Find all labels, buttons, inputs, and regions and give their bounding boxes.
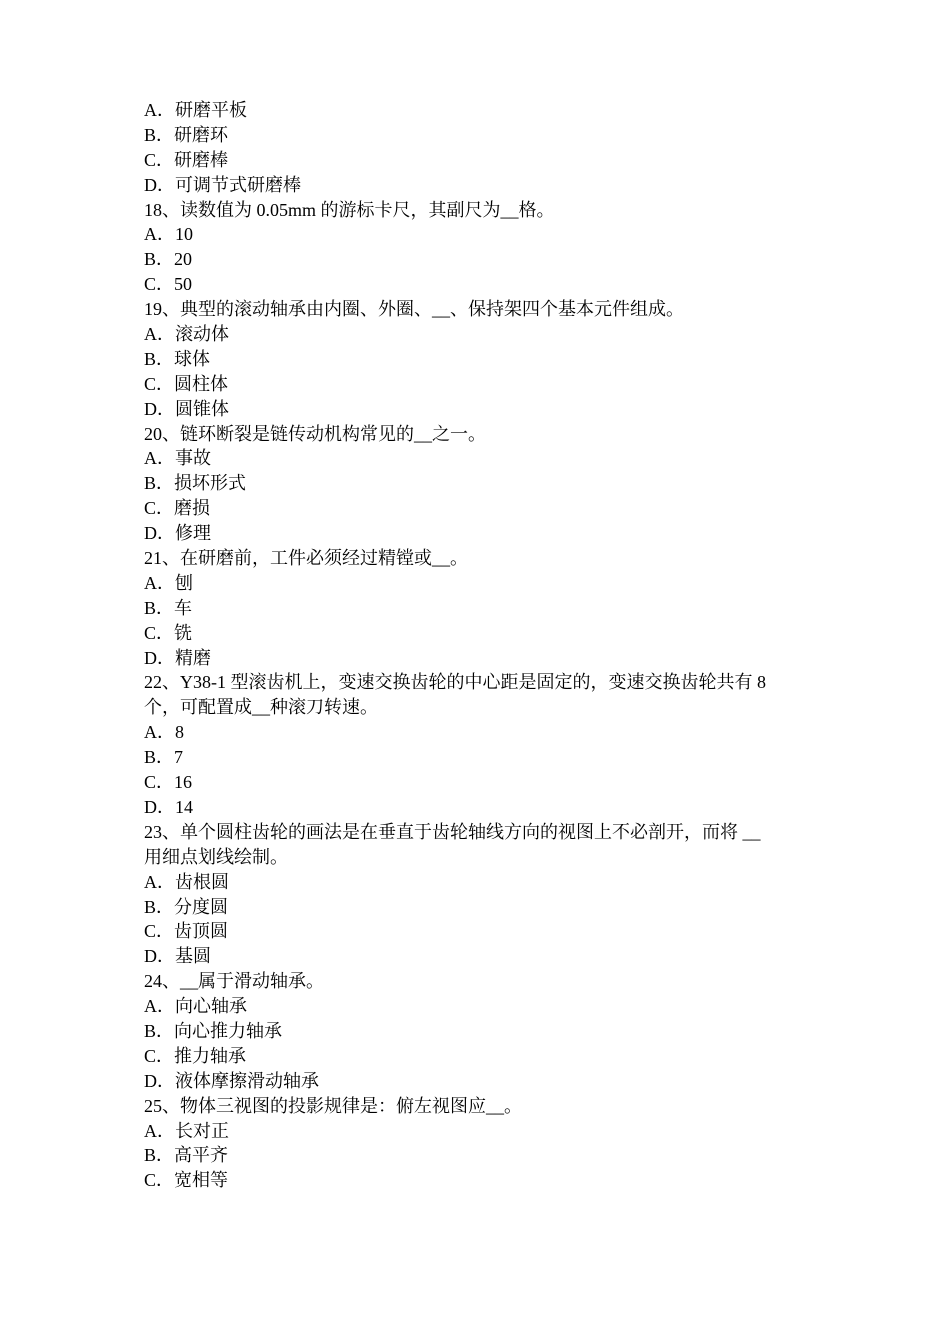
option-line: A．8 xyxy=(144,722,184,743)
option-line: C．宽相等 xyxy=(144,1170,229,1191)
option-line: C．16 xyxy=(144,772,193,793)
document-page xyxy=(144,98,814,1193)
option-line: A．刨 xyxy=(144,572,193,593)
option-line: B．7 xyxy=(144,747,184,768)
option-line: A．10 xyxy=(144,224,193,245)
question-18: 18、读数值为 0.05mm 的游标卡尺，其副尺为__格。 xyxy=(144,199,555,220)
option-line: B．20 xyxy=(144,249,193,270)
question-24: 24、__属于滑动轴承。 xyxy=(144,971,324,992)
option-line: A．向心轴承 xyxy=(144,996,247,1017)
option-line: B．研磨环 xyxy=(144,124,229,145)
option-line: A．事故 xyxy=(144,448,211,469)
question-23-continued: 用细点划线绘制。 xyxy=(144,846,288,867)
option-line: D．圆锥体 xyxy=(144,398,229,419)
question-22-continued: 个，可配置成__种滚刀转速。 xyxy=(144,697,378,718)
option-line: C．圆柱体 xyxy=(144,373,229,394)
option-line: C．齿顶圆 xyxy=(144,921,229,942)
question-23: 23、单个圆柱齿轮的画法是在垂直于齿轮轴线方向的视图上不必剖开，而将 __ xyxy=(144,821,761,842)
option-line: C．推力轴承 xyxy=(144,1045,247,1066)
option-line: A．研磨平板 xyxy=(144,100,247,120)
option-line: B．车 xyxy=(144,597,193,618)
option-line: D．精磨 xyxy=(144,647,211,668)
option-line: D．液体摩擦滑动轴承 xyxy=(144,1070,319,1091)
option-line: B．高平齐 xyxy=(144,1145,229,1166)
option-line: B．向心推力轴承 xyxy=(144,1020,283,1041)
option-line: A．滚动体 xyxy=(144,324,229,345)
option-line: C．铣 xyxy=(144,622,193,643)
option-line: D．可调节式研磨棒 xyxy=(144,174,301,195)
question-22: 22、Y38-1 型滚齿机上，变速交换齿轮的中心距是固定的，变速交换齿轮共有 8 xyxy=(144,672,766,693)
question-21: 21、在研磨前，工件必须经过精镗或__。 xyxy=(144,548,468,569)
question-20: 20、链环断裂是链传动机构常见的__之一。 xyxy=(144,423,486,444)
option-line: B．分度圆 xyxy=(144,896,229,917)
option-line: B．损坏形式 xyxy=(144,473,247,494)
option-line: A．齿根圆 xyxy=(144,871,229,892)
option-line: C．研磨棒 xyxy=(144,149,229,170)
option-line: A．长对正 xyxy=(144,1120,229,1141)
option-line: D．14 xyxy=(144,796,193,817)
question-25: 25、物体三视图的投影规律是：俯左视图应__。 xyxy=(144,1095,522,1116)
question-19: 19、典型的滚动轴承由内圈、外圈、__、保持架四个基本元件组成。 xyxy=(144,299,684,320)
option-line: C．磨损 xyxy=(144,498,211,519)
option-line: C．50 xyxy=(144,274,193,295)
option-line: D．基圆 xyxy=(144,946,211,967)
option-line: B．球体 xyxy=(144,348,211,369)
option-line: D．修理 xyxy=(144,523,211,544)
